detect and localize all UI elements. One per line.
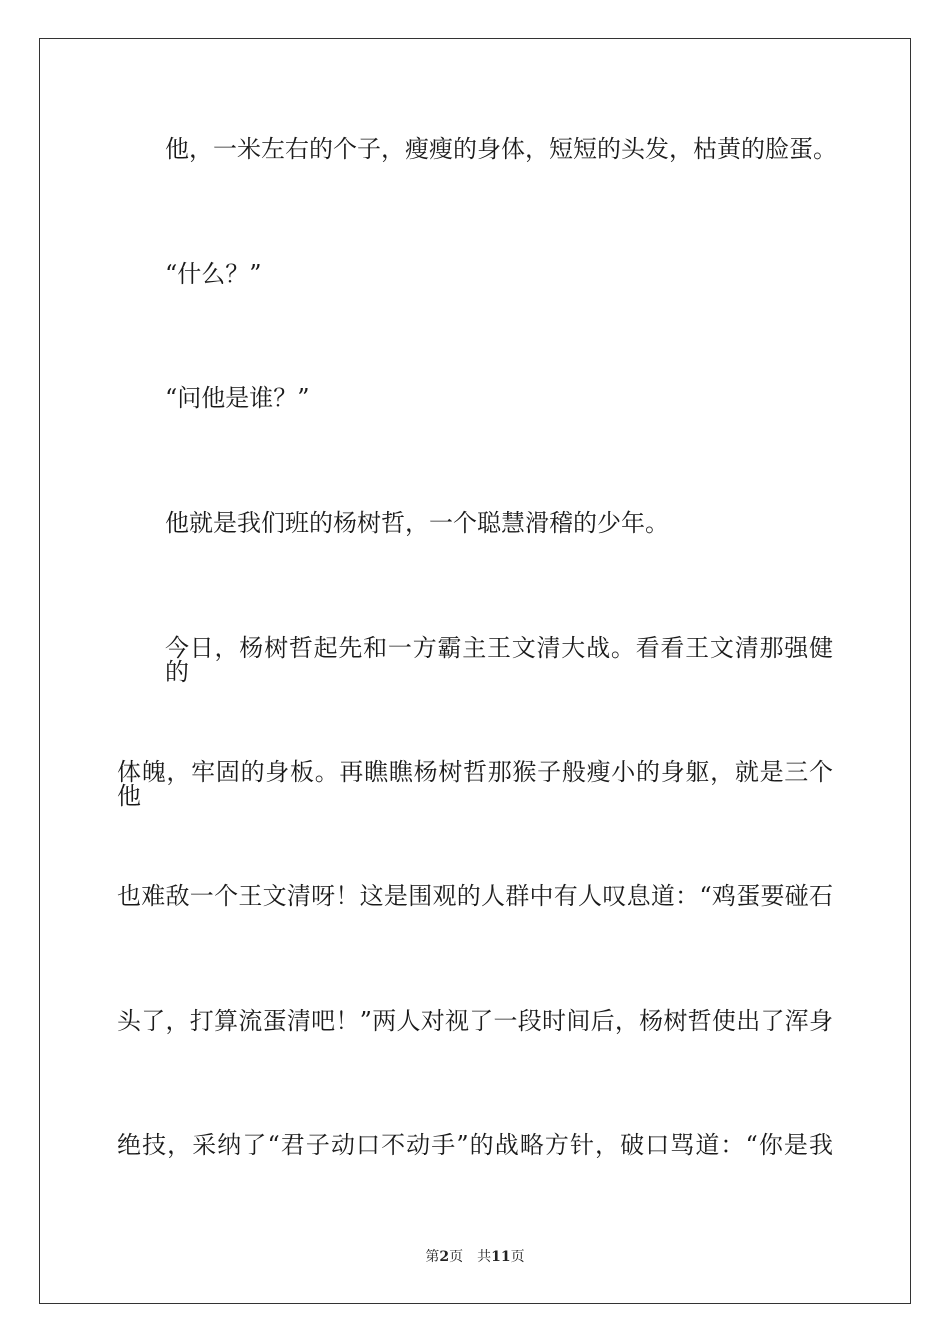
page-footer xyxy=(0,1248,950,1266)
paragraph-ask-who: “问他是谁？” xyxy=(165,384,310,412)
paragraph-description: 他，一米左右的个子，瘦瘦的身体，短短的头发，枯黄的脸蛋。 xyxy=(165,135,837,163)
paragraph-battle-line-5: 绝技，采纳了“君子动口不动手”的战略方针，破口骂道：“你是我 xyxy=(117,1131,833,1159)
paragraph-battle-line-2: 体魄，牢固的身板。再瞧瞧杨树哲那猴子般瘦小的身躯，就是三个他 xyxy=(117,758,833,810)
paragraph-introduction: 他就是我们班的杨树哲，一个聪慧滑稽的少年。 xyxy=(165,509,669,537)
paragraph-question: “什么？” xyxy=(165,260,262,288)
paragraph-battle-line-3: 也难敌一个王文清呀！这是围观的人群中有人叹息道：“鸡蛋要碰石 xyxy=(117,882,833,910)
page-number-label: 第2页 xyxy=(425,1249,464,1265)
total-pages-label: 共11页 xyxy=(477,1249,525,1265)
paragraph-battle-line-1: 今日，杨树哲起先和一方霸主王文清大战。看看王文清那强健的 xyxy=(165,634,833,686)
paragraph-battle-line-4: 头了，打算流蛋清吧！”两人对视了一段时间后，杨树哲使出了浑身 xyxy=(117,1007,833,1035)
